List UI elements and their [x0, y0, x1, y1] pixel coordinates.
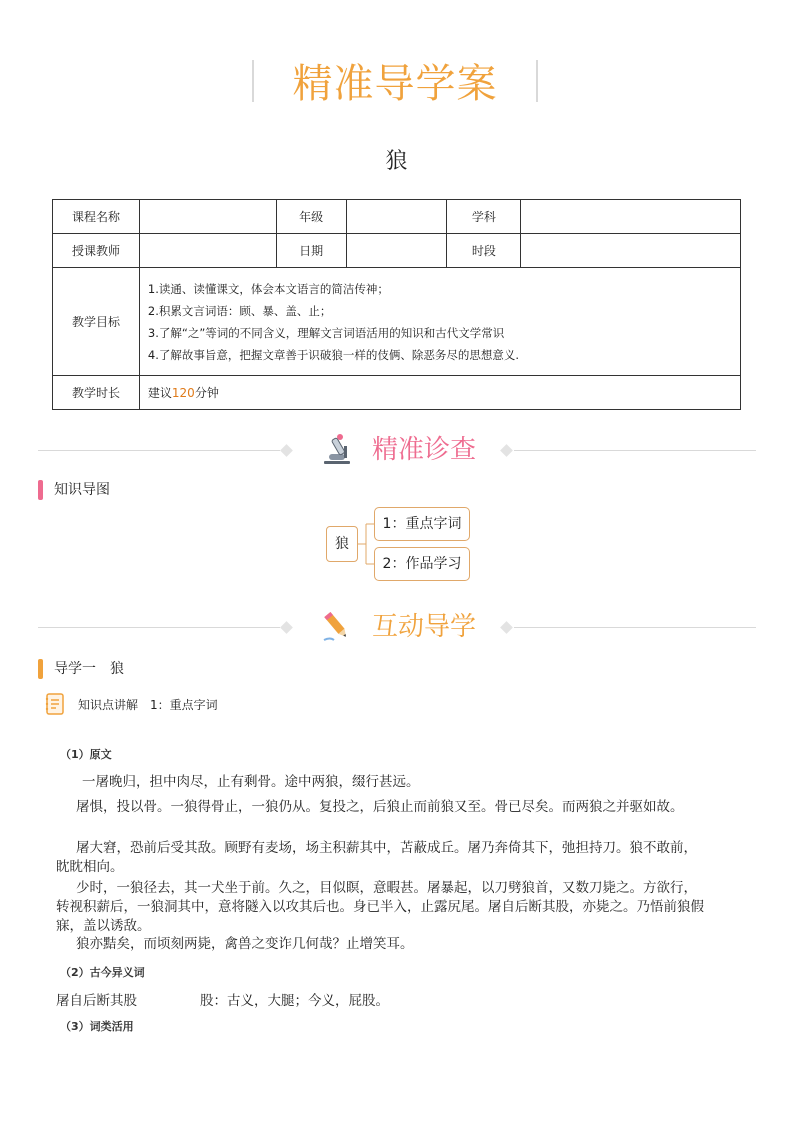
- lesson-title: 狼: [385, 149, 408, 174]
- grade-label: 年级: [276, 200, 346, 234]
- divider-line: [514, 450, 756, 451]
- mind-map-root: 狼: [326, 526, 358, 562]
- original-paragraph: 狼亦黠矣，而顷刻两毙，禽兽之变诈几何哉？止增笑耳。: [76, 936, 414, 952]
- original-paragraph: 屠大窘，恐前后受其敌。顾野有麦场，场主积薪其中，苫蔽成丘。屠乃奔倚其下，弛担持刀。狼不敢前，眈眈相向。: [56, 840, 697, 875]
- section-title-diagnosis: 精准诊查: [372, 435, 477, 465]
- notebook-icon: [44, 692, 66, 716]
- duration-label: 教学时长: [53, 376, 140, 410]
- mind-map-node: 2：作品学习: [374, 547, 470, 581]
- section-divider-interactive: [38, 607, 756, 647]
- course-info-table: [52, 199, 741, 410]
- section-divider-diagnosis: [38, 430, 756, 470]
- teacher-label: 授课教师: [53, 234, 140, 268]
- knowledge-map-heading-text: 知识导图: [54, 482, 110, 498]
- divider-diamond: [500, 621, 513, 634]
- original-heading: （1）原文: [60, 748, 112, 761]
- header-divider-right: [536, 60, 538, 102]
- knowledge-mind-map: [326, 507, 476, 587]
- divider-diamond: [280, 444, 293, 457]
- ancient-modern-heading: （2）古今异义词: [60, 966, 145, 979]
- mind-map-connector: [358, 507, 374, 587]
- date-label: 日期: [276, 234, 346, 268]
- subject-value[interactable]: [521, 200, 741, 234]
- page-header: [0, 56, 793, 112]
- microscope-icon: [320, 432, 354, 466]
- duration-suffix: 分钟: [194, 386, 219, 400]
- duration-number: 120: [171, 386, 195, 400]
- teacher-value[interactable]: [139, 234, 276, 268]
- original-paragraph: 一屠晚归，担中肉尽，止有剩骨。途中两狼，缀行甚远。: [82, 774, 420, 790]
- ancient-modern-explanation: 股：古义，大腿；今义，屁股。: [200, 993, 389, 1009]
- section-title-interactive: 互动导学: [372, 612, 477, 642]
- goal-item: 4.了解故事旨意，把握文章善于识破狼一样的伎俩、除恶务尽的思想意义.: [147, 347, 520, 362]
- course-name-label: 课程名称: [53, 200, 140, 234]
- page-title: 精准导学案: [292, 61, 498, 107]
- knowledge-point-text: 知识点讲解 1：重点字词: [78, 698, 218, 712]
- word-class-heading: （3）词类活用: [60, 1020, 134, 1033]
- goal-item: 3.了解“之”等词的不同含义，理解文言词语活用的知识和古代文学常识: [147, 325, 505, 340]
- grade-value[interactable]: [346, 200, 447, 234]
- goal-item: 1.读通、读懂课文，体会本文语言的简洁传神；: [147, 281, 389, 296]
- goals-label: 教学目标: [53, 268, 140, 376]
- date-value[interactable]: [346, 234, 447, 268]
- divider-line: [38, 627, 280, 628]
- duration-prefix: 建议: [147, 386, 172, 400]
- mind-map-node: 1：重点字词: [374, 507, 470, 541]
- period-label: 时段: [447, 234, 521, 268]
- duration-value: [139, 376, 740, 410]
- divider-diamond: [500, 444, 513, 457]
- period-value[interactable]: [521, 234, 741, 268]
- subject-label: 学科: [447, 200, 521, 234]
- divider-line: [514, 627, 756, 628]
- original-paragraph: 屠惧，投以骨。一狼得骨止，一狼仍从。复投之，后狼止而前狼又至。骨已尽矣。而两狼之并驱如故。: [76, 799, 684, 815]
- pencil-icon: [320, 609, 354, 643]
- heading-marker: [38, 480, 43, 500]
- heading-marker: [38, 659, 43, 679]
- guide-heading-text: 导学一 狼: [54, 661, 124, 677]
- original-paragraph: 少时，一狼径去，其一犬坐于前。久之，目似瞑，意暇甚。屠暴起，以刀劈狼首，又数刀毙之。方欲行，转视积薪后，一狼洞其中，意将隧入以攻其后也。身已半入，止露尻尾。屠自后断其股，亦毙之。乃悟前狼假寐，盖以诱敌。: [56, 880, 704, 934]
- goals-list: [139, 268, 740, 376]
- course-name-value[interactable]: [139, 200, 276, 234]
- ancient-modern-sentence: 屠自后断其股: [56, 993, 137, 1009]
- goal-item: 2.积累文言词语：顾、暴、盖、止；: [147, 303, 332, 318]
- divider-line: [38, 450, 280, 451]
- divider-diamond: [280, 621, 293, 634]
